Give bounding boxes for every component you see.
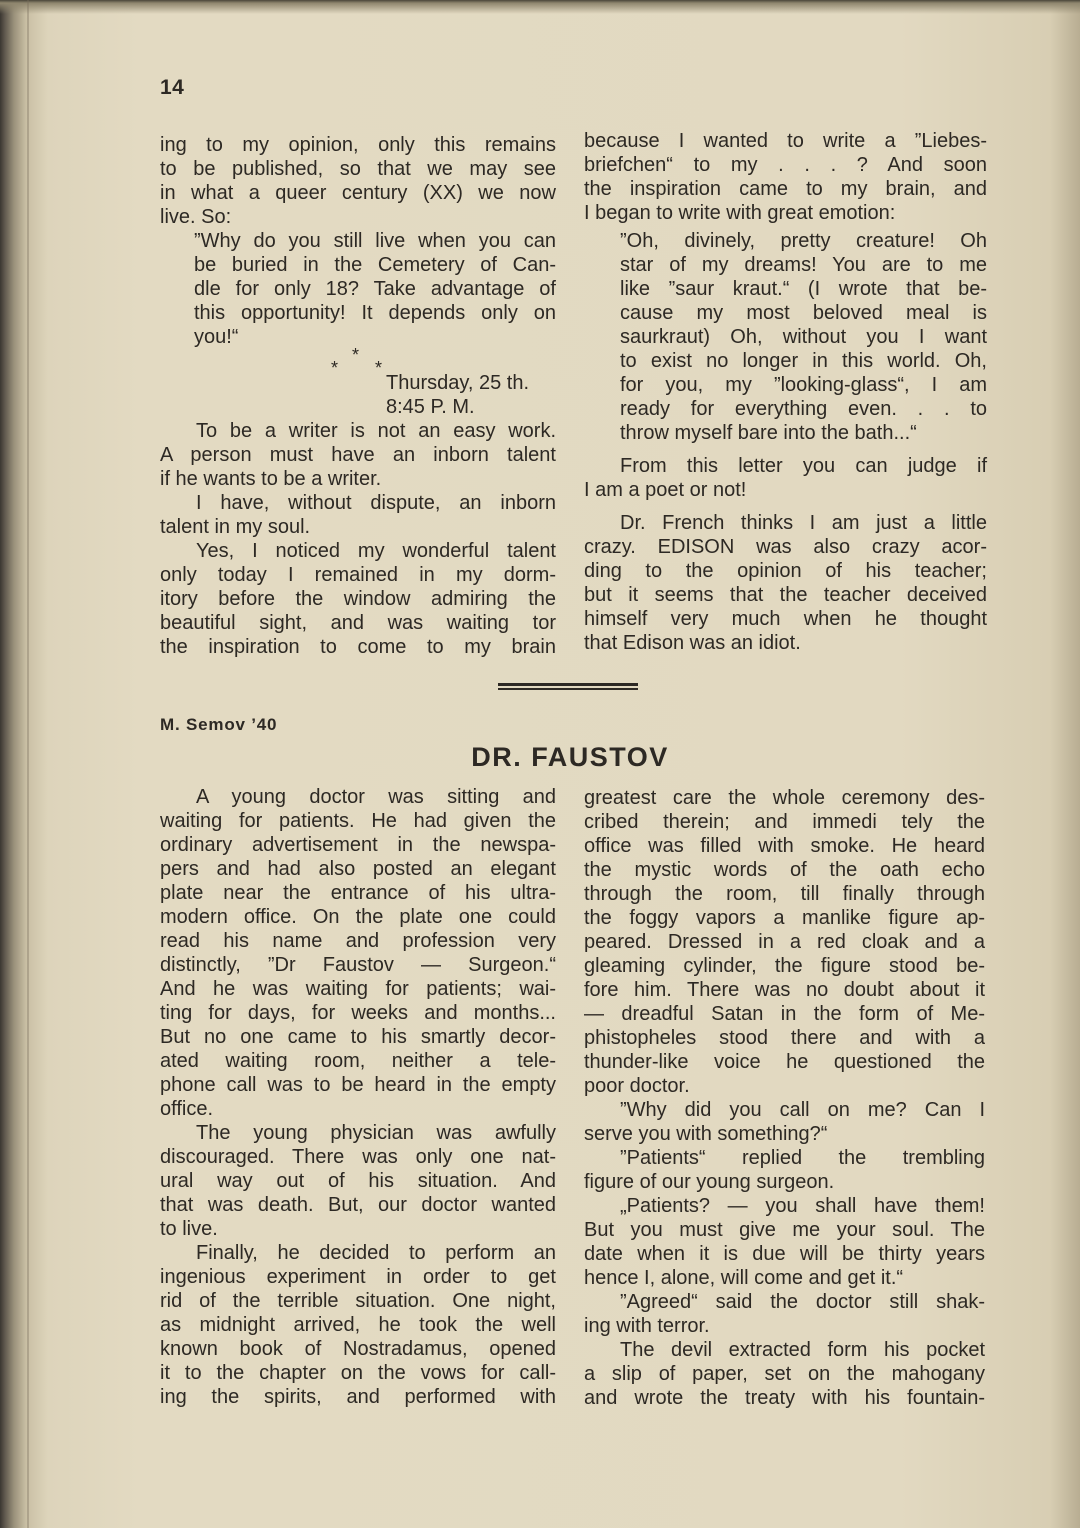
text-line: because I wanted to write a ”Liebes- bbox=[584, 130, 987, 152]
top-right-column bbox=[584, 129, 987, 655]
text-line: rid of the terrible situation. One night, bbox=[160, 1290, 556, 1312]
text-line: Thursday, 25 th. bbox=[386, 372, 530, 394]
text-line: hence I, alone, will come and get it.“ bbox=[584, 1267, 904, 1289]
text-line: ting for days, for weeks and months... bbox=[160, 1002, 556, 1024]
text-line: To be a writer is not an easy work. bbox=[196, 420, 556, 442]
text-line: ”Why do you still live when you can bbox=[194, 230, 556, 252]
text-line: Finally, he decided to perform an bbox=[196, 1242, 556, 1264]
text-line: waiting for patients. He had given the bbox=[160, 810, 556, 832]
text-line: the inspiration came to my brain, and bbox=[584, 178, 987, 200]
text-line: office. bbox=[160, 1098, 213, 1120]
text-line: beautiful sight, and was waiting tor bbox=[160, 612, 556, 634]
paragraph bbox=[160, 1241, 556, 1409]
text-line: itory before the window admiring the bbox=[160, 588, 556, 610]
text-line: known book of Nostradamus, opened bbox=[160, 1338, 556, 1360]
text-line: And he was waiting for patients; wai- bbox=[160, 978, 556, 1000]
text-line: ing with terror. bbox=[584, 1315, 710, 1337]
text-line: the inspiration to come to my brain bbox=[160, 636, 556, 658]
section-divider bbox=[498, 683, 638, 690]
text-line: ing the spirits, and performed with bbox=[160, 1386, 556, 1408]
text-line: office was filled with smoke. He heard bbox=[584, 835, 985, 857]
quotation bbox=[584, 229, 987, 445]
paragraph bbox=[160, 491, 556, 539]
text-line: you!“ bbox=[194, 326, 239, 348]
text-line: to live. bbox=[160, 1218, 218, 1240]
text-line: 8:45 P. M. bbox=[386, 396, 475, 418]
asterisk: * bbox=[375, 358, 383, 378]
text-line: poor doctor. bbox=[584, 1075, 690, 1097]
text-line: dle for only 18? Take advantage of bbox=[194, 278, 556, 300]
continued-paragraph bbox=[584, 786, 985, 1098]
text-line: cause my most beloved meal is bbox=[620, 302, 987, 324]
text-line: the mystic words of the oath echo bbox=[584, 859, 985, 881]
text-line: live. So: bbox=[160, 206, 232, 228]
text-line: — dreadful Satan in the form of Me- bbox=[584, 1003, 985, 1025]
text-line: I have, without dispute, an inborn bbox=[196, 492, 556, 514]
text-line: crazy. EDISON was also crazy acor- bbox=[584, 536, 987, 558]
article-right-column bbox=[584, 786, 985, 1410]
text-line: ingenious experiment in order to get bbox=[160, 1266, 556, 1288]
text-line: From this letter you can judge if bbox=[620, 455, 987, 477]
text-line: as midnight arrived, he took the well bbox=[160, 1314, 556, 1336]
article-title: DR. FAUSTOV bbox=[471, 742, 669, 772]
paragraph bbox=[584, 1146, 985, 1194]
continued-paragraph bbox=[584, 129, 987, 225]
text-line: like ”saur kraut.“ (I wrote that be- bbox=[620, 278, 987, 300]
text-line: Yes, I noticed my wonderful talent bbox=[196, 540, 556, 562]
text-line: distinctly, ”Dr Faustov — Surgeon.“ bbox=[160, 954, 556, 976]
text-line: thunder-like voice he questioned the bbox=[584, 1051, 985, 1073]
text-line: for you, my ”looking-glass“, I am bbox=[620, 374, 987, 396]
text-line: to be published, so that we may see bbox=[160, 158, 556, 180]
text-line: discouraged. There was only one nat- bbox=[160, 1146, 556, 1168]
text-line: serve you with something?“ bbox=[584, 1123, 828, 1145]
article-author: M. Semov ’40 bbox=[160, 715, 278, 734]
text-line: ready for everything even. . . to bbox=[620, 398, 987, 420]
text-line: but it seems that the teacher deceived bbox=[584, 584, 987, 606]
text-line: phone call was to be heard in the empty bbox=[160, 1074, 556, 1096]
text-line: The young physician was awfully bbox=[196, 1122, 556, 1144]
text-line: read his name and profession very bbox=[160, 930, 556, 952]
paragraph bbox=[160, 419, 556, 491]
paragraph bbox=[584, 511, 987, 655]
paragraph bbox=[160, 539, 556, 659]
text-line: The devil extracted form his pocket bbox=[620, 1339, 985, 1361]
text-line: ding to the opinion of his teacher; bbox=[584, 560, 987, 582]
text-line: ural way out of his situation. And bbox=[160, 1170, 556, 1192]
text-line: peared. Dressed in a red cloak and a bbox=[584, 931, 985, 953]
text-line: gleaming cylinder, the figure stood be- bbox=[584, 955, 985, 977]
text-line: A person must have an inborn talent bbox=[160, 444, 556, 466]
quotation bbox=[160, 229, 556, 349]
text-line: But you must give me your soul. The bbox=[584, 1219, 985, 1241]
text-line: throw myself bare into the bath...“ bbox=[620, 422, 917, 444]
text-line: „Patients? — you shall have them! bbox=[620, 1195, 985, 1217]
text-line: himself very much when he thought bbox=[584, 608, 987, 630]
text-line: plate near the entrance of his ultra- bbox=[160, 882, 556, 904]
text-line: if he wants to be a writer. bbox=[160, 468, 382, 490]
continued-paragraph bbox=[160, 133, 556, 229]
text-line: fore him. There was no doubt about it bbox=[584, 979, 985, 1001]
text-line: modern office. On the plate one could bbox=[160, 906, 556, 928]
top-left-column bbox=[160, 133, 556, 659]
text-line: and wrote the treaty with his fountain- bbox=[584, 1387, 985, 1409]
text-line: the foggy vapors a manlike figure ap- bbox=[584, 907, 985, 929]
text-line: briefchen“ to my . . . ? And soon bbox=[584, 154, 987, 176]
text-line: pers and had also posted an elegant bbox=[160, 858, 556, 880]
text-line: date when it is due will be thirty years bbox=[584, 1243, 985, 1265]
text-line: ”Oh, divinely, pretty creature! Oh bbox=[620, 230, 987, 252]
asterisk: * bbox=[331, 358, 339, 378]
page-number: 14 bbox=[160, 76, 185, 99]
paragraph bbox=[160, 1121, 556, 1241]
text-line: ing to my opinion, only this remains bbox=[160, 134, 556, 156]
text-line: only today I remained in my dorm- bbox=[160, 564, 556, 586]
text-line: ordinary advertisement in the newspa- bbox=[160, 834, 556, 856]
asterism-ornament bbox=[160, 345, 556, 378]
text-line: I am a poet or not! bbox=[584, 479, 747, 501]
text-line: Dr. French thinks I am just a little bbox=[620, 512, 987, 534]
text-line: A young doctor was sitting and bbox=[196, 786, 556, 808]
text-line: in what a queer century (XX) we now bbox=[160, 182, 556, 204]
text-line: ”Agreed“ said the doctor still shak- bbox=[620, 1291, 985, 1313]
text-line: phistopheles stood there and with a bbox=[584, 1027, 985, 1049]
text-line: cribed therein; and immedi tely the bbox=[584, 811, 985, 833]
text-line: this opportunity! It depends only on bbox=[194, 302, 556, 324]
text-line: it to the chapter on the vows for call- bbox=[160, 1362, 556, 1384]
paragraph bbox=[584, 1338, 985, 1410]
text-line: figure of our young surgeon. bbox=[584, 1171, 835, 1193]
asterisk: * bbox=[352, 345, 360, 365]
text-line: star of my dreams! You are to me bbox=[620, 254, 987, 276]
dateline bbox=[160, 371, 556, 419]
text-line: to exist no longer in this world. Oh, bbox=[620, 350, 987, 372]
paragraph bbox=[160, 785, 556, 1121]
paragraph bbox=[584, 1098, 985, 1146]
text-line: ”Patients“ replied the trembling bbox=[620, 1147, 985, 1169]
text-line: a slip of paper, set on the mahogany bbox=[584, 1363, 985, 1385]
article-left-column bbox=[160, 785, 556, 1409]
text-line: But no one came to his smartly decor- bbox=[160, 1026, 556, 1048]
text-line: that Edison was an idiot. bbox=[584, 632, 801, 654]
paragraph bbox=[584, 454, 987, 502]
paragraph bbox=[584, 1290, 985, 1338]
text-line: greatest care the whole ceremony des- bbox=[584, 787, 985, 809]
text-line: that was death. But, our doctor wanted bbox=[160, 1194, 556, 1216]
text-line: saurkraut) Oh, without you I want bbox=[620, 326, 987, 348]
text-line: through the room, till finally through bbox=[584, 883, 985, 905]
text-line: talent in my soul. bbox=[160, 516, 311, 538]
text-line: be buried in the Cemetery of Can- bbox=[194, 254, 556, 276]
paragraph bbox=[584, 1194, 985, 1290]
text-line: ated waiting room, neither a tele- bbox=[160, 1050, 556, 1072]
text-line: ”Why did you call on me? Can I bbox=[620, 1099, 985, 1121]
text-line: I began to write with great emotion: bbox=[584, 202, 896, 224]
